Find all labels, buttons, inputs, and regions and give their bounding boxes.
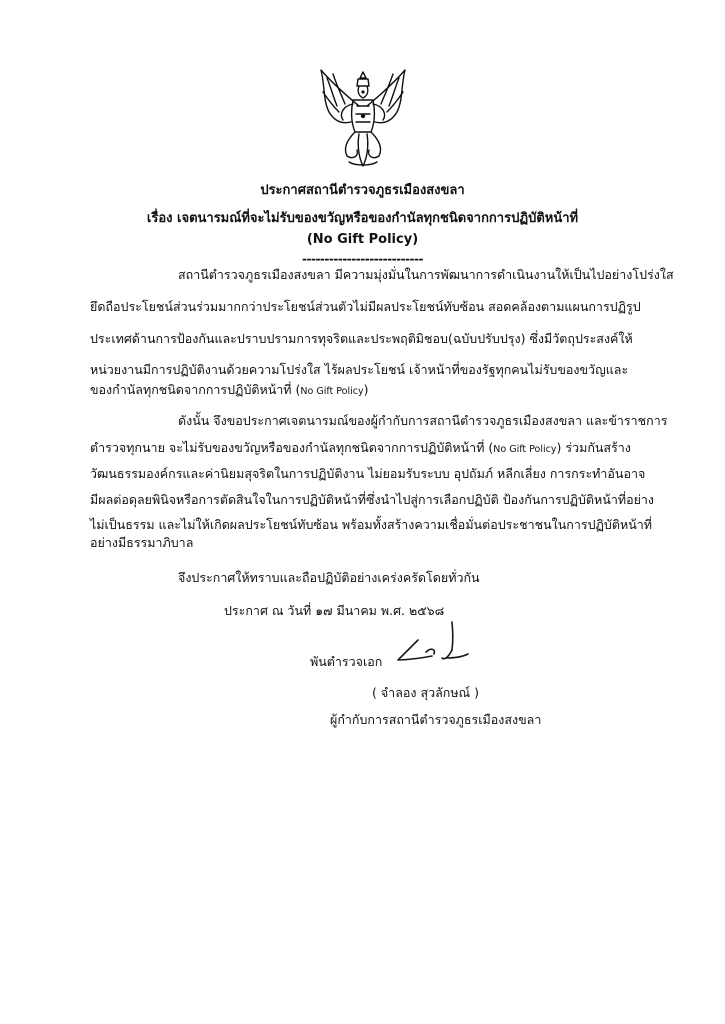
signer-position: ผู้กำกับการสถานีตำรวจภูธรเมืองสงขลา <box>330 712 542 727</box>
title-divider: --------------------------- <box>302 252 423 266</box>
policy-name: (No Gift Policy) <box>306 232 419 247</box>
signer-name: ( จำลอง สุวลักษณ์ ) <box>372 685 480 700</box>
paragraph2-line6: อย่างมีธรรมาภิบาล <box>90 535 194 550</box>
paragraph2-line5: ไม่เป็นธรรม และไม่ให้เกิดผลประโยชน์ทับซ้อน พร้อมทั้งสร้างความเชื่อมั่นต่อประชาชนในการปฏิบัติหน้าที่ <box>90 517 652 532</box>
paragraph2-line2 <box>90 440 631 458</box>
closing-statement: จึงประกาศให้ทราบและถือปฏิบัติอย่างเคร่งครัดโดยทั่วกัน <box>178 570 480 585</box>
paragraph1-line5 <box>90 382 368 400</box>
paragraph2-line1: ดังนั้น จึงขอประกาศเจตนารมณ์ของผู้กำกับการสถานีตำรวจภูธรเมืองสงขลา และข้าราชการ <box>178 413 668 428</box>
paragraph1-line1: สถานีตำรวจภูธรเมืองสงขลา มีความมุ่งมั่นในการพัฒนาการดำเนินงานให้เป็นไปอย่างโปร่งใส <box>178 267 674 282</box>
paragraph1-line5-close: ) <box>363 382 369 397</box>
paragraph2-line3: วัฒนธรรมองค์กรและค่านิยมสุจริตในการปฏิบัติงาน ไม่ยอมรับระบบ อุปถัมภ์ หลีกเลี่ยง การกระทำอันอาจ <box>90 466 646 481</box>
signer-rank: พันตำรวจเอก <box>310 654 383 669</box>
paragraph1-line4: หน่วยงานมีการปฏิบัติงานด้วยความโปร่งใส ไร้ผลประโยชน์ เจ้าหน้าที่ของรัฐทุกคนไม่รับของขวัญและ <box>90 362 629 377</box>
paragraph1-line2: ยึดถือประโยชน์ส่วนร่วมมากกว่าประโยชน์ส่วนตัวไม่มีผลประโยชน์ทับซ้อน สอดคล้องตามแผนการปฏิรูป <box>90 299 641 314</box>
handwritten-signature <box>392 618 470 670</box>
paragraph2-line4: มีผลต่อดุลยพินิจหรือการตัดสินใจในการปฏิบัติหน้าที่ซึ่งนำไปสู่การเลือกปฏิบัติ ป้องกันการปฏิบัติหน้าที่อย่าง <box>90 492 655 507</box>
announcement-subject: เรื่อง เจตนารมณ์ที่จะไม่รับของขวัญหรือของกำนัลทุกชนิดจากการปฏิบัติหน้าที่ <box>146 211 579 226</box>
paragraph2-line2-rest: ) ร่วมกันสร้าง <box>556 440 631 455</box>
no-gift-policy-term: No Gift Policy <box>493 444 557 455</box>
announcement-date: ประกาศ ณ วันที่ ๑๗ มีนาคม พ.ศ. ๒๕๖๘ <box>224 603 445 618</box>
paragraph1-line5-text: ของกำนัลทุกชนิดจากการปฏิบัติหน้าที่ ( <box>90 382 301 397</box>
paragraph1-line3: ประเทศด้านการป้องกันและปราบปรามการทุจริตและประพฤติมิชอบ(ฉบับปรับปรุง) ซึ่งมีวัตถุประสงค์ให้ <box>90 331 633 346</box>
garuda-emblem-icon <box>313 66 413 170</box>
announcement-title: ประกาศสถานีตำรวจภูธรเมืองสงขลา <box>260 183 465 198</box>
paragraph2-line2-text: ตำรวจทุกนาย จะไม่รับของขวัญหรือของกำนัลทุกชนิดจากการปฏิบัติหน้าที่ ( <box>90 440 494 455</box>
no-gift-policy-term: No Gift Policy <box>300 386 364 397</box>
